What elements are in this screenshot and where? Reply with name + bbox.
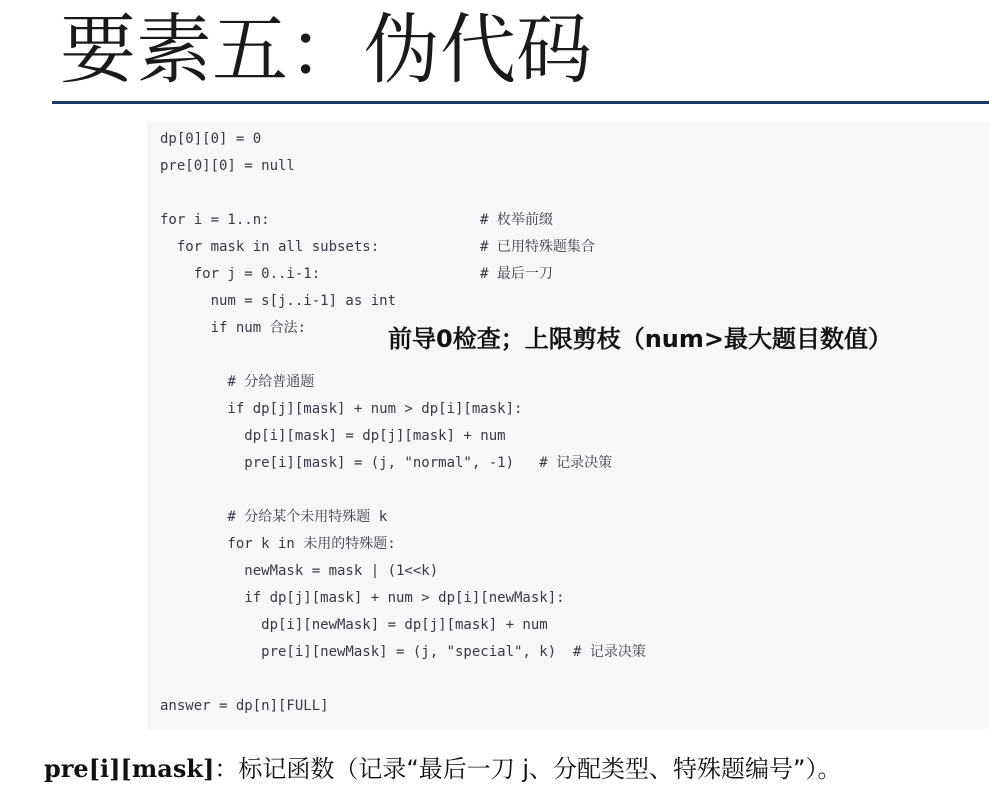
code-line: # 分给普通题 [160, 374, 315, 390]
code-line: dp[i][mask] = dp[j][mask] + num [160, 428, 506, 444]
code-comment: # 已用特殊题集合 [480, 239, 595, 255]
code-line: dp[i][newMask] = dp[j][mask] + num [160, 617, 548, 633]
code-line: if num 合法: [160, 320, 307, 336]
code-line: pre[0][0] = null [160, 158, 295, 174]
code-line: pre[i][newMask] = (j, "special", k) # 记录决策 [160, 644, 646, 660]
code-comment: # 最后一刀 [480, 266, 553, 282]
code-line: pre[i][mask] = (j, "normal", -1) # 记录决策 [160, 455, 613, 471]
caption-text: ：标记函数（记录“最后一刀 j、分配类型、特殊题编号”）。 [214, 755, 842, 783]
pseudocode-block [147, 122, 989, 730]
title-underline [52, 101, 989, 104]
code-line: for j = 0..i-1: [160, 266, 321, 282]
code-comment: # 枚举前缀 [480, 212, 553, 228]
code-line: answer = dp[n][FULL] [160, 698, 329, 714]
code-line: newMask = mask | (1<<k) [160, 563, 439, 579]
code-line: num = s[j..i-1] as int [160, 293, 397, 309]
code-line: for i = 1..n: [160, 212, 270, 228]
code-line: dp[0][0] = 0 [160, 131, 262, 147]
code-line: if dp[j][mask] + num > dp[i][mask]: [160, 401, 523, 417]
code-line: # 分给某个未用特殊题 k [160, 509, 388, 525]
annotation-callout: 前导0检查；上限剪枝（num>最大题目数值） [388, 325, 892, 353]
slide-title: 要素五：伪代码 [60, 5, 592, 94]
code-line: if dp[j][mask] + num > dp[i][newMask]: [160, 590, 565, 606]
code-line: for k in 未用的特殊题: [160, 536, 396, 552]
caption [44, 752, 842, 786]
caption-term: pre[i][mask] [44, 754, 215, 783]
code-line: for mask in all subsets: [160, 239, 380, 255]
